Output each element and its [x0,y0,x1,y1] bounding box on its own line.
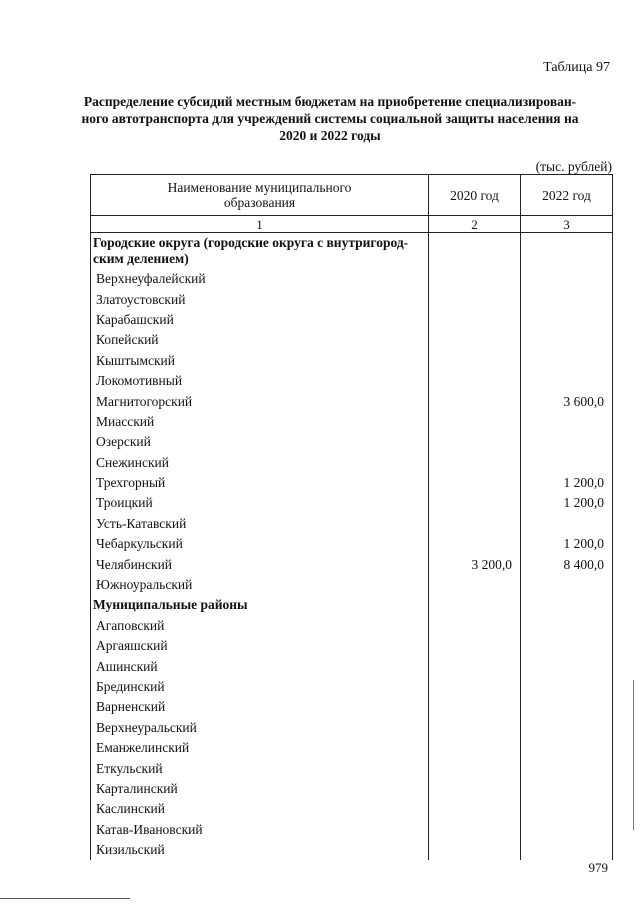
table-row [91,351,613,371]
document-title: Распределение субсидий местным бюджетам на приобретение специализирован-ного автотранспорта для учреждений системы социальной защиты населения на 2020 и 2022 годы [81,94,579,143]
table-row [91,473,613,493]
value-2022 [521,636,613,656]
value-2020 [429,493,521,513]
value-2020 [429,697,521,717]
municipality-name: Катав-Ивановский [91,820,429,840]
value-2022 [521,616,613,636]
municipality-name: Брединский [91,677,429,697]
value-2022 [521,758,613,778]
value-2020 [429,391,521,411]
column-number-row [91,216,613,233]
municipality-name: Аргаяшский [91,636,429,656]
municipality-name: Озерский [91,432,429,452]
value-2020 [429,820,521,840]
value-2022 [521,310,613,330]
value-2022 [521,453,613,473]
group-row-urban-districts [91,233,613,270]
municipality-name: Агаповский [91,616,429,636]
page-number: 979 [588,860,608,875]
municipality-name: Троицкий [91,493,429,513]
group-label: Муниципальные районы [91,595,429,615]
subsidy-table [90,174,613,860]
value-2020 [429,840,521,860]
value-2020 [429,289,521,309]
value-2020 [429,330,521,350]
municipality-name: Локомотивный [91,371,429,391]
municipality-name: Еманжелинский [91,738,429,758]
table-row [91,391,613,411]
value-2020 [429,514,521,534]
municipality-name: Снежинский [91,453,429,473]
municipality-name: Каслинский [91,799,429,819]
table-row [91,738,613,758]
value-2020 [429,636,521,656]
table-label: Таблица 97 [543,60,610,75]
value-2022 [521,412,613,432]
municipality-name: Миасский [91,412,429,432]
municipality-name: Карталинский [91,779,429,799]
value-2022 [521,289,613,309]
group-row-municipal-districts [91,595,613,615]
value-2022 [521,432,613,452]
table-row [91,514,613,534]
table-header-row [91,175,613,216]
value-2022 [521,269,613,289]
table-row [91,412,613,432]
municipality-name: Кыштымский [91,351,429,371]
value-2022 [521,697,613,717]
value-2020 [429,269,521,289]
table-row [91,453,613,473]
municipality-name: Верхнеуфалейский [91,269,429,289]
table-row [91,758,613,778]
value-2022 [521,820,613,840]
value-2022: 3 600,0 [521,391,613,411]
municipality-name: Чебаркульский [91,534,429,554]
header-municipality: Наименование муниципального образования [91,175,429,216]
header-2020: 2020 год [429,175,521,216]
value-2020 [429,351,521,371]
value-2022 [521,330,613,350]
table-row [91,718,613,738]
value-2020 [429,412,521,432]
municipality-name: Копейский [91,330,429,350]
table-row [91,269,613,289]
table-row [91,493,613,513]
value-2022 [521,514,613,534]
municipality-name: Трехгорный [91,473,429,493]
municipality-name: Еткульский [91,758,429,778]
column-number-1: 1 [91,216,429,233]
value-2022 [521,738,613,758]
municipality-name: Карабашский [91,310,429,330]
municipality-name: Кизильский [91,840,429,860]
municipality-name: Южноуральский [91,575,429,595]
scan-margin-line [633,680,634,830]
municipality-name: Челябинский [91,554,429,574]
table-row [91,330,613,350]
table-row [91,820,613,840]
value-2022 [521,575,613,595]
value-2020 [429,310,521,330]
table-row [91,799,613,819]
value-2020 [429,534,521,554]
value-2020 [429,432,521,452]
table-row [91,310,613,330]
value-2022: 1 200,0 [521,534,613,554]
table-row [91,371,613,391]
value-2022: 1 200,0 [521,473,613,493]
municipality-name: Усть-Катавский [91,514,429,534]
table-row [91,554,613,574]
value-2020 [429,738,521,758]
value-2022 [521,677,613,697]
table-row [91,432,613,452]
value-2022 [521,718,613,738]
value-2020 [429,758,521,778]
municipality-name: Златоустовский [91,289,429,309]
value-2022 [521,351,613,371]
value-2022: 1 200,0 [521,493,613,513]
table-row [91,697,613,717]
value-2020 [429,677,521,697]
group-label: Городские округа (городские округа с внутригород-ским делением) [91,233,429,270]
units-label: (тыс. рублей) [535,159,612,174]
footer-divider [0,898,130,899]
table-row [91,779,613,799]
value-2022 [521,371,613,391]
value-2022 [521,799,613,819]
table-row [91,840,613,860]
municipality-name: Магнитогорский [91,391,429,411]
value-2022 [521,779,613,799]
value-2022: 8 400,0 [521,554,613,574]
table-row [91,534,613,554]
value-2020 [429,799,521,819]
table-row [91,636,613,656]
value-2020 [429,371,521,391]
table-row [91,656,613,676]
value-2020 [429,473,521,493]
table-row [91,289,613,309]
value-2022 [521,656,613,676]
value-2020 [429,453,521,473]
table-row [91,575,613,595]
value-2020 [429,656,521,676]
column-number-2: 2 [429,216,521,233]
value-2020: 3 200,0 [429,554,521,574]
value-2020 [429,616,521,636]
header-2022: 2022 год [521,175,613,216]
column-number-3: 3 [521,216,613,233]
value-2020 [429,779,521,799]
table-row [91,677,613,697]
municipality-name: Варненский [91,697,429,717]
value-2020 [429,575,521,595]
municipality-name: Верхнеуральский [91,718,429,738]
value-2022 [521,840,613,860]
value-2020 [429,718,521,738]
municipality-name: Ашинский [91,656,429,676]
table-row [91,616,613,636]
